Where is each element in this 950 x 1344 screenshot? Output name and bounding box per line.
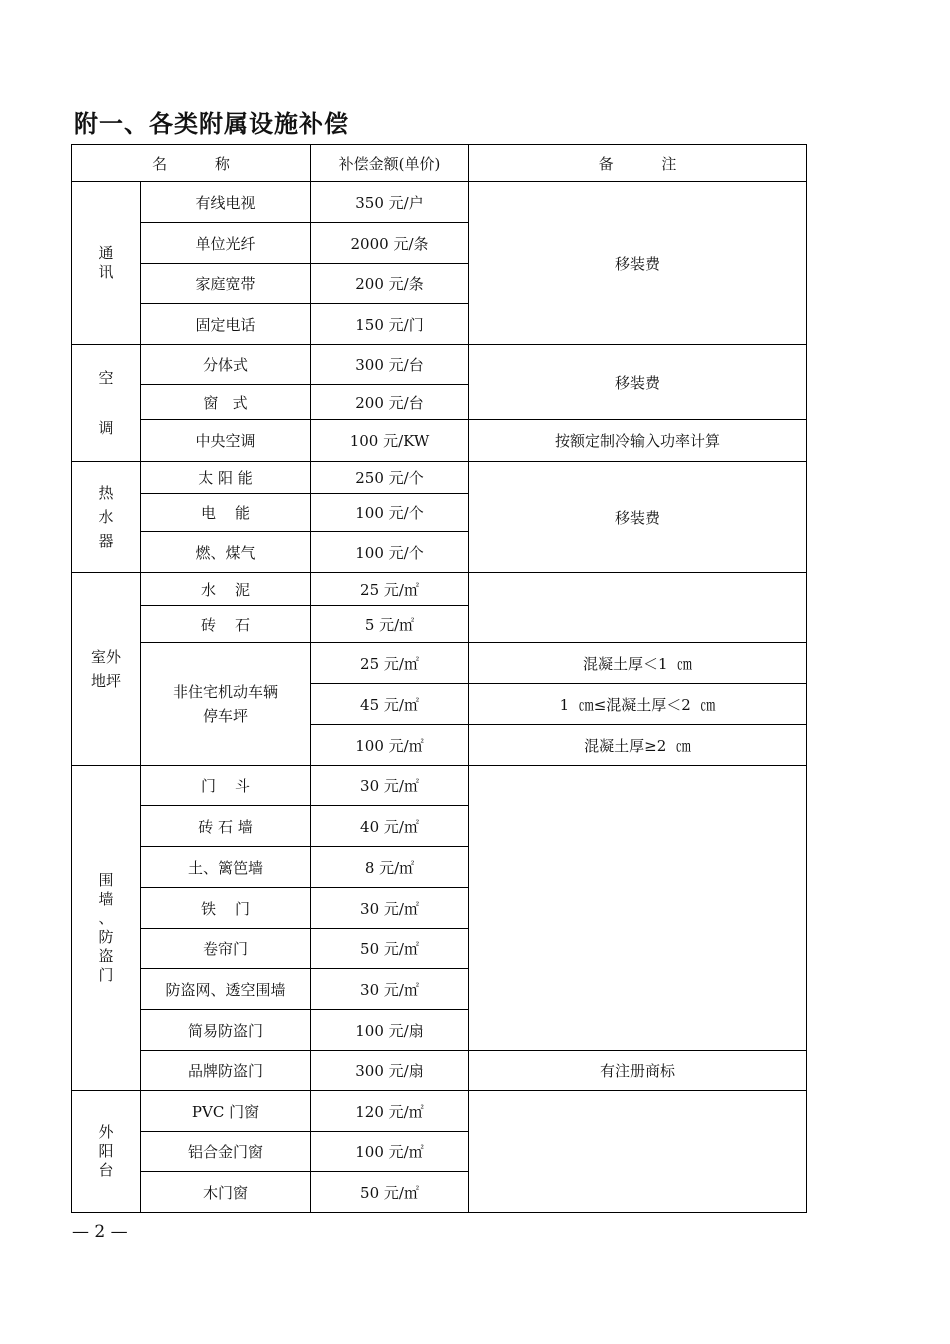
item-name: 砖 石 墙 (141, 806, 311, 847)
item-name: 卷帘门 (141, 929, 311, 969)
item-name-text: 非住宅机动车辆 停车坪 (172, 683, 278, 725)
item-amount: 200 元/条 (311, 264, 469, 304)
table-row (72, 1051, 807, 1091)
item-name: 中央空调 (141, 420, 311, 462)
item-name: 品牌防盗门 (141, 1051, 311, 1091)
table-row (72, 643, 807, 684)
item-name: 固定电话 (141, 304, 311, 345)
item-amount: 30 元/㎡ (311, 766, 469, 806)
item-amount: 120 元/㎡ (311, 1091, 469, 1132)
item-name: 简易防盗门 (141, 1010, 311, 1051)
item-name: 防盗网、透空围墙 (141, 969, 311, 1010)
item-name: PVC 门窗 (141, 1091, 311, 1132)
category-balcony (72, 1091, 141, 1213)
item-note: 1 ㎝≤混凝土厚＜2 ㎝ (469, 684, 807, 725)
category-label: 外 阳 台 (98, 1123, 114, 1179)
item-name: 太 阳 能 (141, 462, 311, 494)
category-label: 热 水 器 (98, 484, 114, 550)
item-name: 木门窗 (141, 1172, 311, 1213)
item-note: 移装费 (469, 182, 807, 345)
item-name: 窗 式 (141, 385, 311, 420)
table-row (72, 462, 807, 494)
item-amount: 50 元/㎡ (311, 1172, 469, 1213)
header-name: 名 称 (72, 145, 311, 182)
item-name: 铁 门 (141, 888, 311, 929)
item-amount: 300 元/台 (311, 345, 469, 385)
item-name: 燃、煤气 (141, 532, 311, 573)
item-name: 单位光纤 (141, 223, 311, 264)
item-name: 铝合金门窗 (141, 1132, 311, 1172)
page-number: — 2 — (72, 1222, 128, 1242)
category-water-heater (72, 462, 141, 573)
table-row (72, 345, 807, 385)
item-amount: 250 元/个 (311, 462, 469, 494)
item-note: 按额定制冷输入功率计算 (469, 420, 807, 462)
item-note: 移装费 (469, 345, 807, 420)
item-amount: 100 元/个 (311, 494, 469, 532)
header-note: 备 注 (469, 145, 807, 182)
item-note: 混凝土厚≥2 ㎝ (469, 725, 807, 766)
category-label: 围 墙 、 防 盗 门 (98, 871, 114, 984)
item-amount: 100 元/扇 (311, 1010, 469, 1051)
item-name: 有线电视 (141, 182, 311, 223)
item-name (141, 643, 311, 766)
category-label: 通 讯 (98, 244, 114, 281)
compensation-table (71, 144, 807, 1213)
item-name: 分体式 (141, 345, 311, 385)
item-amount: 350 元/户 (311, 182, 469, 223)
item-amount: 100 元/㎡ (311, 725, 469, 766)
item-name: 土、篱笆墙 (141, 847, 311, 888)
table-row (72, 182, 807, 223)
item-name: 砖 石 (141, 606, 311, 643)
item-amount: 100 元/个 (311, 532, 469, 573)
item-amount: 30 元/㎡ (311, 969, 469, 1010)
item-note: 混凝土厚＜1 ㎝ (469, 643, 807, 684)
table-row (72, 573, 807, 606)
item-note-empty (469, 1091, 807, 1213)
category-label: 空 调 (98, 368, 114, 437)
item-amount: 2000 元/条 (311, 223, 469, 264)
item-amount: 25 元/㎡ (311, 573, 469, 606)
item-name: 门 斗 (141, 766, 311, 806)
item-note-empty (469, 766, 807, 1051)
table-row (72, 1091, 807, 1132)
item-amount: 150 元/门 (311, 304, 469, 345)
item-amount: 25 元/㎡ (311, 643, 469, 684)
category-label: 室外 地坪 (90, 648, 121, 690)
item-amount: 50 元/㎡ (311, 929, 469, 969)
item-name: 水 泥 (141, 573, 311, 606)
item-amount: 300 元/扇 (311, 1051, 469, 1091)
item-amount: 30 元/㎡ (311, 888, 469, 929)
item-amount: 40 元/㎡ (311, 806, 469, 847)
item-amount: 45 元/㎡ (311, 684, 469, 725)
category-outdoor-floor (72, 573, 141, 766)
item-amount: 200 元/台 (311, 385, 469, 420)
category-air-conditioning (72, 345, 141, 462)
item-name: 家庭宽带 (141, 264, 311, 304)
item-note: 移装费 (469, 462, 807, 573)
item-amount: 100 元/㎡ (311, 1132, 469, 1172)
item-amount: 5 元/㎡ (311, 606, 469, 643)
table-header-row (72, 145, 807, 182)
table-row (72, 766, 807, 806)
table-row (72, 420, 807, 462)
item-note: 有注册商标 (469, 1051, 807, 1091)
item-note-empty (469, 573, 807, 643)
item-amount: 100 元/KW (311, 420, 469, 462)
page-title: 附一、各类附属设施补偿 (74, 110, 349, 138)
item-amount: 8 元/㎡ (311, 847, 469, 888)
category-wall-security-door (72, 766, 141, 1091)
category-communication (72, 182, 141, 345)
header-amount: 补偿金额(单价) (311, 145, 469, 182)
item-name: 电 能 (141, 494, 311, 532)
